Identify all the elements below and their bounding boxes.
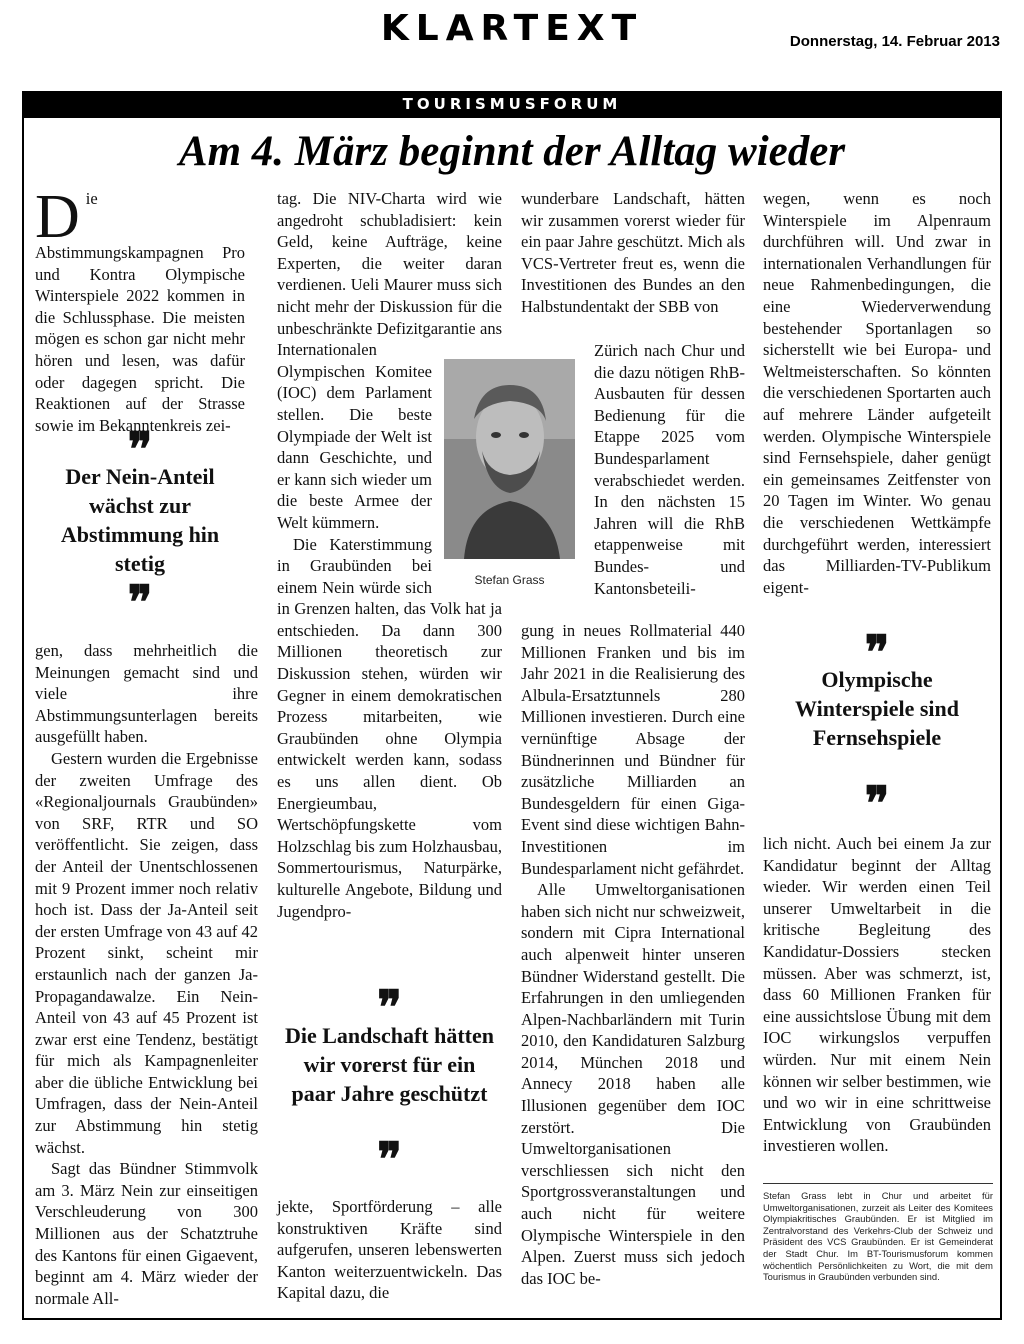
- column-1-bottom: [35, 640, 258, 1309]
- paragraph: Sagt das Bündner Stimmvolk am 3. März Nein zur einseitigen Verschleuderung von 300 Millionen aus der Schatztruhe des Kantons für einen Gigaevent, beginnt am 4. März wieder der normale All-: [35, 1159, 258, 1308]
- headline: Am 4. März beginnt der Alltag wieder: [178, 128, 846, 175]
- pull-quote-1: Der Nein-Anteil wächst zur Abstimmung hin stetig: [60, 464, 220, 576]
- column-3-bottom: [521, 620, 745, 1289]
- photo-caption: Stefan Grass: [474, 573, 545, 587]
- paragraph: ie Abstimmungskampagnen Pro und Kontra Olympische Winterspiele 2022 kommen in die Schlussphase. Die meisten mögen es schon gar nicht mehr hören und lesen, was dafür oder dagegen spricht. Die Reaktionen auf der Strasse sowie im Bekanntenkreis zei-: [35, 189, 245, 435]
- issue-date: Donnerstag, 14. Februar 2013: [789, 33, 1000, 50]
- paragraph: Zürich nach Chur und die dazu nötigen RhB-Ausbauten für dessen Bedienung für die Etappe 2025 vom Bundesparlament verabschiedet werden. In den nächsten 15 Jahren will die RhB etappenweise mit Bundes- und Kantonsbeteili-: [594, 341, 745, 598]
- column-4-bottom: [763, 833, 991, 1157]
- quote-mark-open: ❞: [127, 424, 153, 475]
- paragraph: tag. Die NIV-Charta wird wie angedroht schubladisiert: kein Geld, keine Aufträge, keine Experten, die weiter daran verdienen. Ueli Maurer muss sich nicht mehr der Diskussion für die unbeschränkte Defizitgarantie ans Internationalen Olympischen Komitee (IOC) dem Parlament stellen. Die beste Olympiade der Welt ist dann Geschichte, und er kann sich wieder um die beste Armee der Welt kümmern.: [277, 189, 502, 532]
- paragraph: gen, dass mehrheitlich die Meinungen gemacht sind und viele ihre Abstimmungsunterlagen bereits ausgefüllt haben.: [35, 641, 258, 747]
- author-photo: [444, 359, 575, 559]
- column-1-top: [35, 183, 245, 436]
- portrait-image: [444, 359, 575, 559]
- column-3-top: [521, 188, 745, 318]
- quote-mark-close: ❞: [864, 778, 890, 829]
- quote-mark-close: ❞: [127, 577, 153, 628]
- column-3-middle: [594, 340, 745, 599]
- paragraph: Die Katerstimmung in Graubünden bei einem Nein würde sich in Grenzen halten, das Volk hat ja entschieden. Da dann 300 Millionen theoretisch zur Diskussion stehen, würden wir Gegner in einem demokratischen Prozess mitarbeiten, wie Graubünden ohne Olympia entwickelt werden kann, sodass es uns allen dient. Ob Energieumbau, Wertschöpfungskette vom Holzschlag bis zum Holzhausbau, Sommertourismus, Naturpärke, kulturelle Angebote, Bildung und Jugendpro-: [277, 534, 502, 921]
- paragraph: Alle Umweltorganisationen haben sich nicht nur schweizweit, sondern mit Cipra International auch alpenweit hinter unseren Bündner Widerstand gestellt. Die Erfahrungen in den umliegenden Alpen-Nachbarländern mit Turin 2010, den Kandidaturen Salzburg 2014, München 2018 und Annecy 2018 haben alle Illusionen gegenüber dem IOC zerstört. Die Umweltorganisationen verschliessen sich nicht den Sportgrossveranstaltungen und auch nicht für weitere Olympische Winterspiele in den Alpen. Zuerst muss sich jedoch das IOC be-: [521, 880, 745, 1288]
- paragraph: jekte, Sportförderung – alle konstruktiven Kräfte sind aufgerufen, unseren lebenswerten Kanton weiterzuentwickeln. Das Kapital dazu, die: [277, 1197, 502, 1303]
- quote-mark-close: ❞: [377, 1134, 402, 1185]
- pull-quote-2: Die Landschaft hätten wir vorerst für ein paar Jahre geschützt: [284, 1023, 494, 1106]
- paragraph: wunderbare Landschaft, hätten wir zusammen vorerst wieder für ein paar Jahre geschützt. Mich als VCS-Vertreter freut es, wenn die Investitionen des Bundes an den Halbstundentakt der SBB von: [521, 189, 745, 316]
- quote-mark-open: ❞: [864, 627, 890, 678]
- section-label: TOURISMUSFORUM: [22, 91, 1002, 118]
- author-bio: Stefan Grass lebt in Chur und arbeitet für Umweltorganisationen, zurzeit als Leiter des Komitees Olympiakritisches Graubünden. Er ist Mitglied im Zentralvorstand des Verkehrs-Club der Schweiz und Präsident des VCS Graubünden. Er ist Gemeinderat der Stadt Chur. Im BT-Tourismusforum kommen wöchentlich Persönlichkeiten zu Wort, die mit dem Tourismus in Graubünden verbunden sind.: [763, 1190, 993, 1283]
- paragraph: gung in neues Rollmaterial 440 Millionen Franken und bis im Jahr 2021 in die Realisierung des Albula-Ersatztunnels 280 Millionen investieren. Durch eine vernünftige Absage der Bündnerinnen und Bündner für zusätzliche Milliarden an Bundesgeldern für einen Giga-Event sind diese wichtigen Bahn-Investitionen im Bundesparlament nicht gefährdet.: [521, 621, 745, 878]
- quote-mark-open: ❞: [377, 982, 402, 1033]
- paragraph: Gestern wurden die Ergebnisse der zweiten Umfrage des «Regionaljournals Graubünden» von SRF, RTR und SO veröffentlicht. Sie zeigen, dass der Anteil der Unentschlossenen mit 9 Prozent immer noch relativ hoch ist. Dass der Ja-Anteil seit der ersten Umfrage von 43 auf 42 Prozent sinkt, scheint mir erstaunlich nach der ganzen Ja-Propagandawalze. Ein Nein-Anteil von 43 auf 45 Prozent ist zwar erst eine Tendenz, bestätigt für mich als Kampagnenleiter aber die übliche Entwicklung bei Umfragen, dass der Nein-Anteil zur Abstimmung hin stetig wächst.: [35, 748, 258, 1157]
- drop-cap: D: [35, 183, 80, 251]
- masthead-title: KLARTEXT: [380, 8, 644, 49]
- paragraph: lich nicht. Auch bei einem Ja zur Kandidatur beginnt der Alltag wieder. Wir werden einen Teil unserer Umweltarbeit in die kritische Begleitung des Kandidatur-Dossiers stecken müssen. Aber was schmerzt, ist, dass 60 Millionen Franken für eine aussichtslose Übung mit dem IOC wirkungslos verpuffen würden. Nur mit einem Nein können wir selber bestimmen, wie und wo wir in eine schrittweise Entwicklung von Graubünden investieren wollen.: [763, 834, 991, 1156]
- column-4-top: [763, 188, 991, 598]
- pull-quote-3: Olympische Winterspiele sind Fernsehspiele: [794, 667, 959, 750]
- column-2-bottom: [277, 1196, 502, 1304]
- bio-divider: [763, 1183, 993, 1184]
- paragraph: wegen, wenn es noch Winterspiele im Alpenraum durchführen will. Und zwar in internationalen Verhandlungen für neue Rahmenbedingungen, die eine Wiederverwendung bestehender Sportanlagen so sicherstellt wie bei Europa- und Weltmeisterschaften. So könnten die verschiedenen Sportarten auch auf mehrere Länder aufgeteilt werden. Olympische Winterspiele sind Fernsehspiele, daher genügt ein gemeinsames Zeitfenster von 20 Tagen im Winter. Wo genau die verschiedenen Wettkämpfe durchgeführt werden, interessiert das Milliarden-TV-Publikum eigent-: [763, 189, 991, 597]
